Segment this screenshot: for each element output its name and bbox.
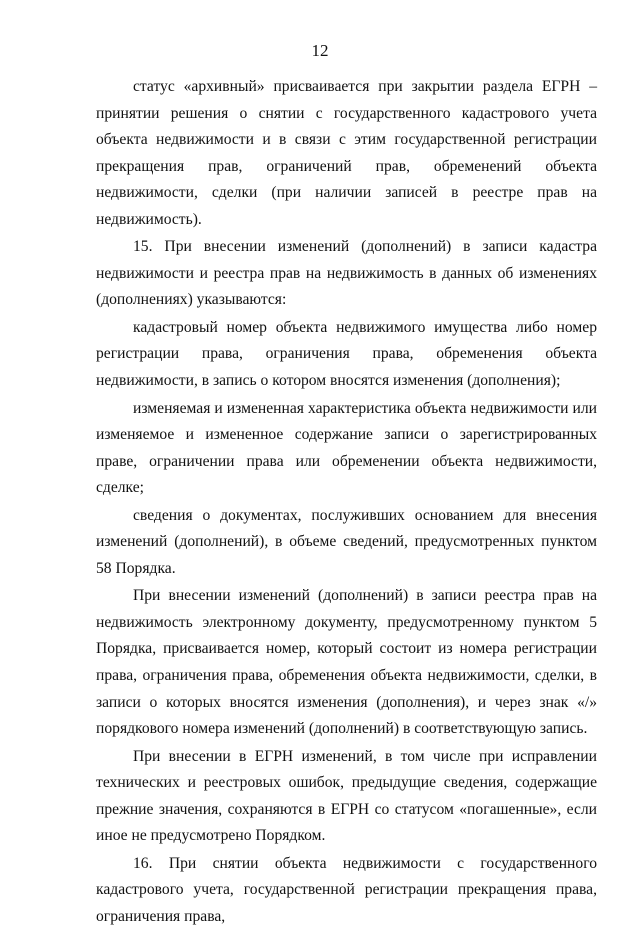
- paragraph-numbering: При внесении изменений (дополнений) в записи реестра прав на недвижимость электронному документу, предусмотренному пунктом 5 Порядка, присваивается номер, который состоит из номера регистрации права, ограничения права, обременения объекта недвижимости, сделки, в записи о которых вносятся изменения (дополнения), и через знак «/» порядкового номера изменений (дополнений) в соответствующую запись.: [96, 587, 597, 738]
- paragraph-changed-characteristic: изменяемая и измененная характеристика объекта недвижимости или изменяемое и измененное содержание записи о зарегистрированных праве, ограничении права или обременении объекта недвижимости, сделке;: [96, 399, 597, 497]
- page-number: 12: [311, 41, 329, 60]
- document-body: [96, 74, 597, 931]
- paragraph-previous-values: При внесении в ЕГРН изменений, в том числе при исправлении технических и реестровых ошибок, предыдущие сведения, содержащие прежние значения, сохраняются в ЕГРН со статусом «погашенные», если иное не предусмотрено Порядком.: [96, 747, 597, 845]
- paragraph-cadastral-number: кадастровый номер объекта недвижимого имущества либо номер регистрации права, ограничения права, обременения объекта недвижимости, в запись о котором вносятся изменения (дополнения);: [96, 318, 597, 390]
- paragraph-16-start: 16. При снятии объекта недвижимости с государственного кадастрового учета, государственной регистрации прекращения права, ограничения права,: [96, 854, 597, 925]
- paragraph-status-archived: статус «архивный» присваивается при закрытии раздела ЕГРН – принятии решения о снятии с государственного кадастрового учета объекта недвижимости и в связи с этим государственной регистрации прекращения прав, ограничений прав, обременений объекта недвижимости, сделки (при наличии записей в реестре прав на недвижимость).: [96, 78, 597, 228]
- paragraph-documents-info: сведения о документах, послуживших основанием для внесения изменений (дополнений), в объеме сведений, предусмотренных пунктом 58 Порядка.: [96, 506, 597, 577]
- paragraph-15-intro: 15. При внесении изменений (дополнений) в записи кадастра недвижимости и реестра прав на недвижимость в данных об изменениях (дополнениях) указываются:: [96, 238, 597, 309]
